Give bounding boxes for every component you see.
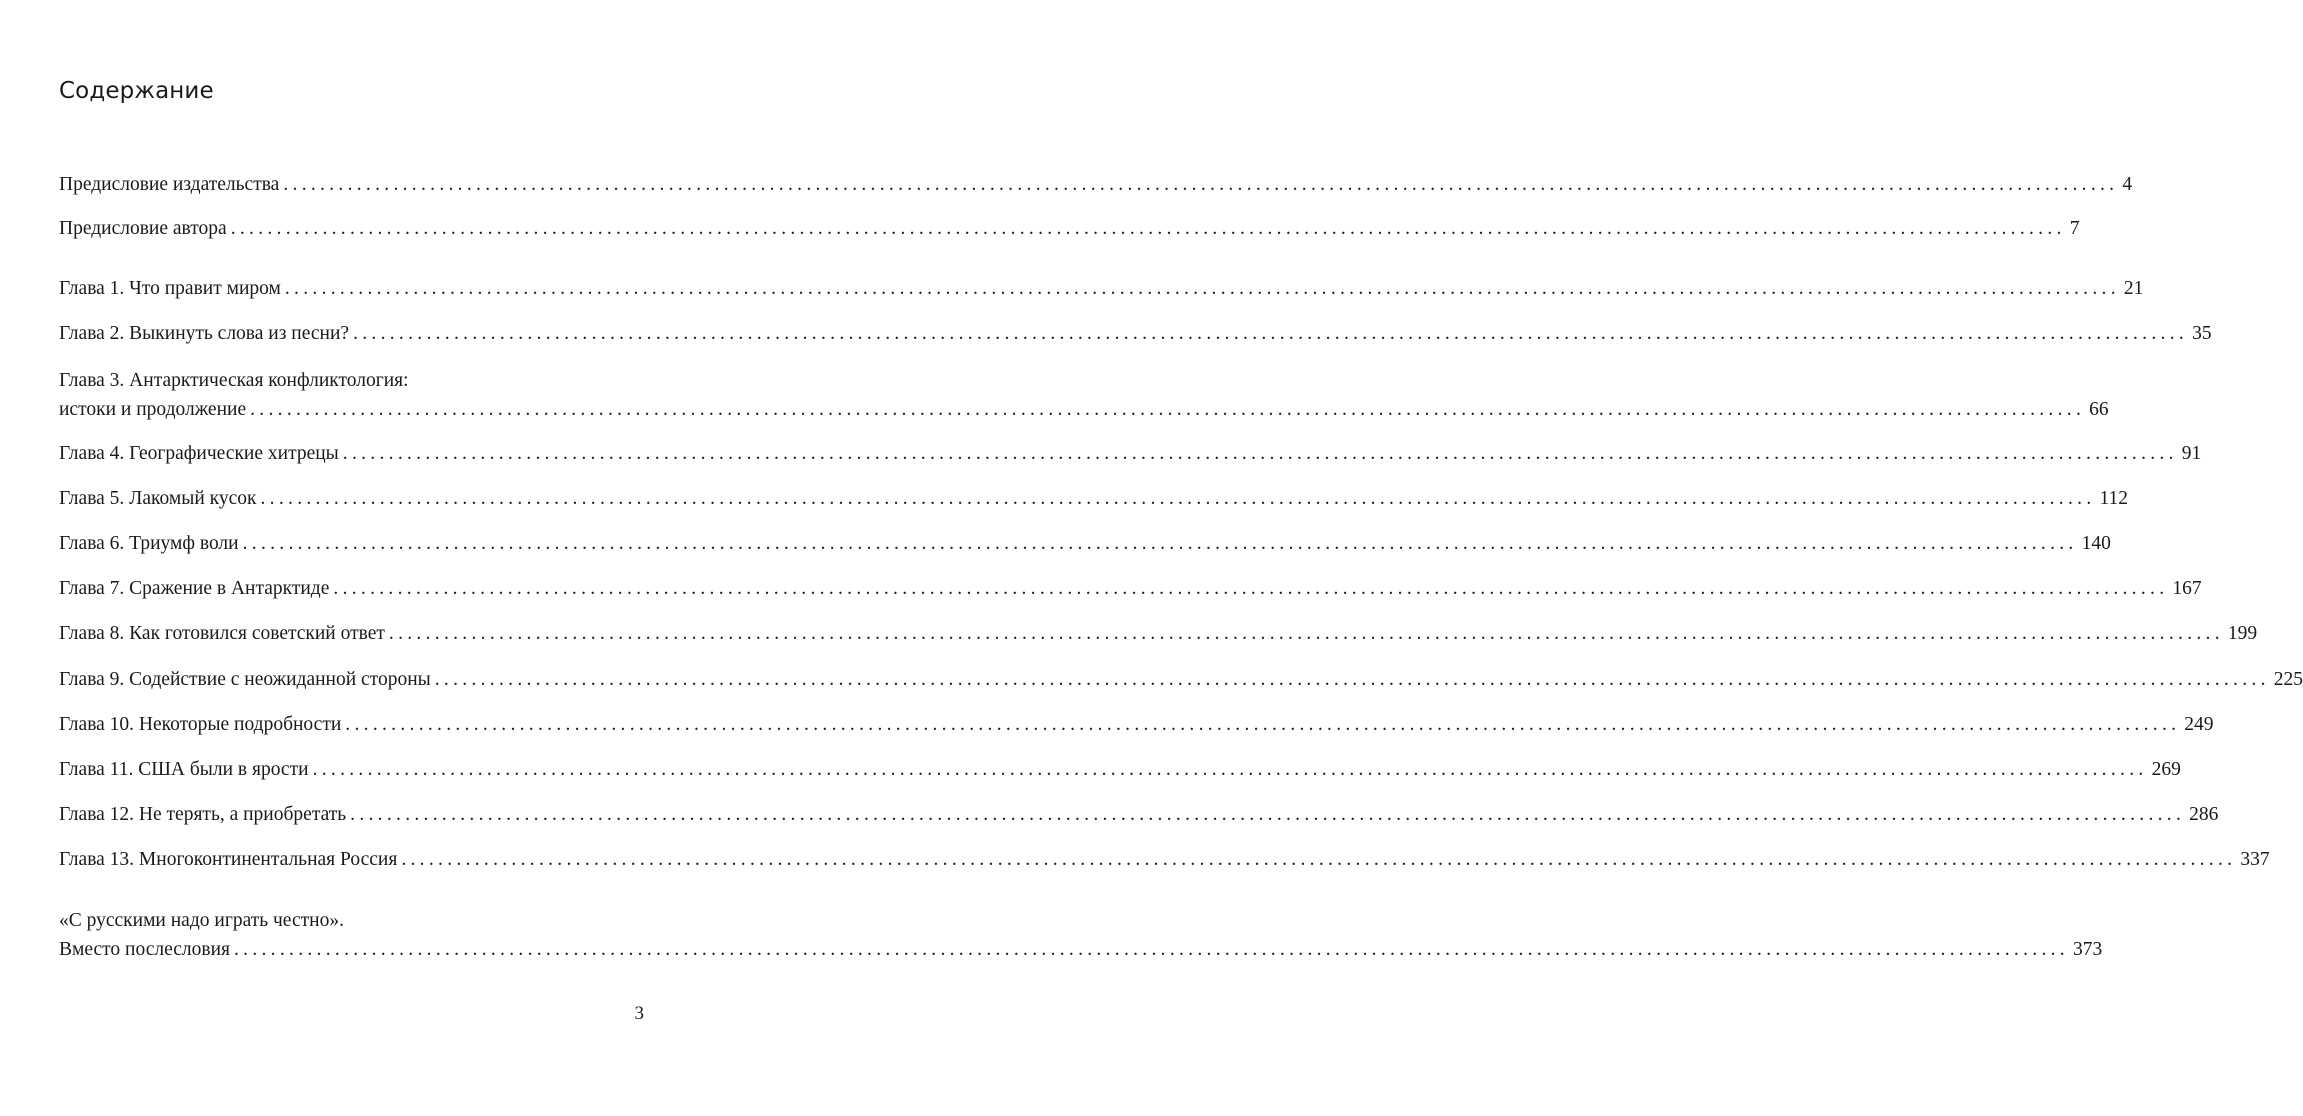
toc-entry bbox=[59, 486, 2129, 512]
toc-entry bbox=[59, 321, 2212, 347]
toc-entry bbox=[59, 712, 2214, 738]
toc-entry-page: 167 bbox=[2172, 578, 2202, 599]
toc-entry-page: 7 bbox=[2069, 218, 2080, 239]
toc-entry-page: 249 bbox=[2184, 714, 2214, 735]
toc-entry-page: 112 bbox=[2099, 488, 2129, 509]
toc-entry-title-line1: Глава 3. Антарктическая конфликтология: bbox=[59, 370, 409, 391]
dot-leader: ........................................................................................................................................................................................................ bbox=[233, 939, 2069, 960]
dot-leader: ........................................................................................................................................................................................................ bbox=[250, 399, 2086, 420]
dot-leader: ........................................................................................................................................................................................................ bbox=[353, 323, 2189, 344]
toc-entry bbox=[59, 276, 2144, 302]
toc-entry-page: 269 bbox=[2151, 759, 2181, 780]
toc-entry-title: Глава 1. Что правит миром bbox=[59, 278, 281, 299]
toc-entry-page: 21 bbox=[2123, 278, 2144, 299]
toc-entry-title: Глава 11. США были в ярости bbox=[59, 759, 309, 780]
toc-entry bbox=[59, 757, 2181, 783]
page-number: 3 bbox=[634, 1003, 644, 1024]
dot-leader: ........................................................................................................................................................................................................ bbox=[401, 849, 2237, 870]
toc-entry-page: 91 bbox=[2181, 443, 2202, 464]
toc-entry-title: Глава 8. Как готовился советский ответ bbox=[59, 623, 385, 644]
toc-entry-page: 35 bbox=[2192, 323, 2212, 344]
toc-entry-title: Глава 5. Лакомый кусок bbox=[59, 488, 257, 509]
toc-entry bbox=[59, 667, 2303, 693]
dot-leader: ........................................................................................................................................................................................................ bbox=[350, 804, 2186, 825]
toc-entry bbox=[59, 847, 2270, 873]
dot-leader: ........................................................................................................................................................................................................ bbox=[345, 714, 2181, 735]
toc-entry-page: 337 bbox=[2240, 849, 2270, 870]
toc-entry-title: Предисловие издательства bbox=[59, 174, 280, 195]
dot-leader: ........................................................................................................................................................................................................ bbox=[260, 488, 2096, 509]
toc-entry-page: 225 bbox=[2273, 669, 2303, 690]
dot-leader: ........................................................................................................................................................................................................ bbox=[434, 669, 2270, 690]
toc-entry-title-line1: «С русскими надо играть честно». bbox=[59, 910, 344, 931]
toc-entry-page: 140 bbox=[2081, 533, 2111, 554]
dot-leader: ........................................................................................................................................................................................................ bbox=[230, 218, 2066, 239]
toc-entry bbox=[59, 441, 2202, 467]
toc-entry-page: 66 bbox=[2089, 399, 2109, 420]
toc-entry-title: Глава 12. Не терять, а приобретать bbox=[59, 804, 347, 825]
toc-entry-page: 199 bbox=[2227, 623, 2258, 644]
toc-entry bbox=[59, 172, 2133, 198]
dot-leader: ........................................................................................................................................................................................................ bbox=[312, 759, 2148, 780]
dot-leader: ........................................................................................................................................................................................................ bbox=[342, 443, 2178, 464]
toc-entry-title: истоки и продолжение bbox=[59, 399, 247, 420]
dot-leader: ........................................................................................................................................................................................................ bbox=[388, 623, 2224, 644]
toc-entry bbox=[59, 576, 2202, 602]
toc-entry-title: Глава 2. Выкинуть слова из песни? bbox=[59, 323, 350, 344]
toc-entry-page: 4 bbox=[2122, 174, 2133, 195]
toc-entry bbox=[59, 937, 2103, 963]
toc-entry-page: 373 bbox=[2072, 939, 2103, 960]
dot-leader: ........................................................................................................................................................................................................ bbox=[333, 578, 2169, 599]
toc-entry-title: Глава 6. Триумф воли bbox=[59, 533, 239, 554]
dot-leader: ........................................................................................................................................................................................................ bbox=[284, 278, 2120, 299]
toc-entry-title: Предисловие автора bbox=[59, 218, 227, 239]
toc-entry-title: Глава 7. Сражение в Антарктиде bbox=[59, 578, 330, 599]
page-title: Содержание bbox=[59, 78, 214, 104]
toc-entry bbox=[59, 397, 2109, 423]
toc-entry-title: Глава 9. Содействие с неожиданной стороны bbox=[59, 669, 431, 690]
toc-entry-title: Вместо послесловия bbox=[59, 939, 230, 960]
toc-entry-title: Глава 10. Некоторые подробности bbox=[59, 714, 342, 735]
toc-entry bbox=[59, 802, 2219, 828]
toc-entry-page: 286 bbox=[2189, 804, 2219, 825]
toc-entry bbox=[59, 531, 2111, 557]
toc-entry-title: Глава 13. Многоконтинентальная Россия bbox=[59, 849, 398, 870]
dot-leader: ........................................................................................................................................................................................................ bbox=[242, 533, 2078, 554]
toc-entry-title: Глава 4. Географические хитрецы bbox=[59, 443, 339, 464]
dot-leader: ........................................................................................................................................................................................................ bbox=[283, 174, 2119, 195]
toc-entry bbox=[59, 621, 2258, 647]
toc-entry bbox=[59, 216, 2080, 242]
